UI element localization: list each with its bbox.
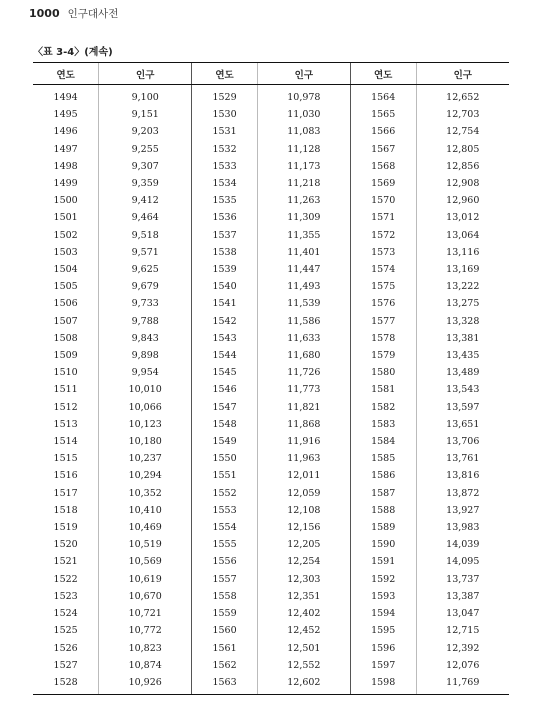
cell-year: 1544 — [192, 347, 258, 364]
cell-year: 1556 — [192, 553, 258, 570]
cell-population: 9,100 — [99, 85, 192, 107]
cell-population: 10,180 — [99, 433, 192, 450]
cell-population: 11,309 — [257, 209, 350, 226]
cell-population: 11,447 — [257, 261, 350, 278]
cell-population: 12,652 — [416, 85, 509, 107]
cell-year: 1571 — [350, 209, 416, 226]
population-table-container — [33, 62, 509, 695]
cell-year: 1595 — [350, 622, 416, 639]
cell-population: 11,128 — [257, 141, 350, 158]
cell-population: 12,908 — [416, 175, 509, 192]
cell-year: 1586 — [350, 467, 416, 484]
cell-year: 1509 — [53, 350, 78, 362]
cell-population: 12,254 — [257, 553, 350, 570]
cell-population: 10,670 — [99, 588, 192, 605]
cell-population: 13,816 — [416, 467, 509, 484]
cell-year: 1525 — [53, 625, 78, 637]
cell-population: 11,633 — [257, 330, 350, 347]
cell-year: 1523 — [53, 590, 78, 602]
cell-population: 12,011 — [257, 467, 350, 484]
cell-year: 1582 — [350, 399, 416, 416]
cell-year: 1555 — [192, 536, 258, 553]
cell-population: 12,452 — [257, 622, 350, 639]
table-row — [33, 227, 509, 244]
cell-population: 13,435 — [416, 347, 509, 364]
cell-year: 1580 — [350, 364, 416, 381]
cell-population: 11,401 — [257, 244, 350, 261]
cell-population: 13,116 — [416, 244, 509, 261]
cell-population: 10,010 — [99, 381, 192, 398]
cell-population: 13,872 — [416, 485, 509, 502]
cell-year: 1514 — [53, 436, 78, 448]
cell-year: 1597 — [350, 657, 416, 674]
cell-year: 1513 — [53, 418, 78, 430]
cell-year: 1524 — [53, 608, 78, 620]
cell-year: 1566 — [350, 123, 416, 140]
cell-year: 1590 — [350, 536, 416, 553]
cell-year: 1585 — [350, 450, 416, 467]
cell-population: 10,469 — [99, 519, 192, 536]
cell-year: 1558 — [192, 588, 258, 605]
cell-population: 13,328 — [416, 313, 509, 330]
cell-population: 10,519 — [99, 536, 192, 553]
cell-population: 9,733 — [99, 295, 192, 312]
cell-population: 12,205 — [257, 536, 350, 553]
column-header-year-2: 연도 — [192, 63, 258, 85]
page-header — [29, 6, 118, 22]
table-row — [33, 244, 509, 261]
cell-year: 1546 — [192, 381, 258, 398]
cell-year: 1598 — [350, 674, 416, 694]
cell-year: 1533 — [192, 158, 258, 175]
cell-year: 1522 — [53, 573, 78, 585]
cell-year: 1503 — [53, 246, 78, 258]
cell-population: 12,501 — [257, 640, 350, 657]
cell-population: 12,805 — [416, 141, 509, 158]
cell-year: 1596 — [350, 640, 416, 657]
cell-population: 13,651 — [416, 416, 509, 433]
table-row — [33, 141, 509, 158]
cell-population: 13,489 — [416, 364, 509, 381]
cell-year: 1559 — [192, 605, 258, 622]
cell-population: 13,737 — [416, 571, 509, 588]
cell-year: 1534 — [192, 175, 258, 192]
cell-population: 13,543 — [416, 381, 509, 398]
cell-population: 9,307 — [99, 158, 192, 175]
cell-population: 13,927 — [416, 502, 509, 519]
cell-year: 1572 — [350, 227, 416, 244]
table-row — [33, 85, 509, 107]
cell-year: 1511 — [53, 384, 78, 396]
cell-population: 9,625 — [99, 261, 192, 278]
table-row — [33, 588, 509, 605]
cell-year: 1569 — [350, 175, 416, 192]
cell-year: 1578 — [350, 330, 416, 347]
cell-population: 12,156 — [257, 519, 350, 536]
page-number: 1000 — [29, 7, 60, 20]
cell-year: 1505 — [53, 281, 78, 293]
cell-year: 1512 — [53, 401, 78, 413]
table-row — [33, 347, 509, 364]
cell-year: 1529 — [192, 85, 258, 107]
cell-population: 10,237 — [99, 450, 192, 467]
table-row — [33, 485, 509, 502]
cell-population: 9,788 — [99, 313, 192, 330]
cell-year: 1520 — [53, 539, 78, 551]
table-row — [33, 192, 509, 209]
cell-population: 10,410 — [99, 502, 192, 519]
cell-population: 11,030 — [257, 106, 350, 123]
cell-year: 1508 — [53, 332, 78, 344]
cell-population: 10,978 — [257, 85, 350, 107]
table-row — [33, 433, 509, 450]
table-row — [33, 450, 509, 467]
cell-year: 1593 — [350, 588, 416, 605]
cell-year: 1567 — [350, 141, 416, 158]
cell-year: 1504 — [53, 264, 78, 276]
cell-population: 11,769 — [416, 674, 509, 694]
table-caption: 〈표 3-4〉(계속) — [33, 47, 113, 58]
cell-year: 1497 — [53, 143, 78, 155]
cell-year: 1543 — [192, 330, 258, 347]
cell-population: 13,064 — [416, 227, 509, 244]
table-row — [33, 209, 509, 226]
cell-year: 1545 — [192, 364, 258, 381]
cell-year: 1570 — [350, 192, 416, 209]
cell-year: 1518 — [53, 504, 78, 516]
cell-year: 1527 — [53, 659, 78, 671]
cell-population: 10,294 — [99, 467, 192, 484]
cell-population: 12,552 — [257, 657, 350, 674]
cell-year: 1540 — [192, 278, 258, 295]
table-row — [33, 502, 509, 519]
cell-population: 11,963 — [257, 450, 350, 467]
cell-population: 13,387 — [416, 588, 509, 605]
cell-population: 11,868 — [257, 416, 350, 433]
cell-year: 1547 — [192, 399, 258, 416]
cell-year: 1515 — [53, 453, 78, 465]
cell-year: 1592 — [350, 571, 416, 588]
cell-population: 13,381 — [416, 330, 509, 347]
cell-population: 11,539 — [257, 295, 350, 312]
cell-population: 10,066 — [99, 399, 192, 416]
cell-year: 1500 — [53, 195, 78, 207]
cell-population: 12,392 — [416, 640, 509, 657]
cell-year: 1577 — [350, 313, 416, 330]
cell-population: 9,359 — [99, 175, 192, 192]
cell-population: 11,173 — [257, 158, 350, 175]
cell-year: 1517 — [53, 487, 78, 499]
cell-year: 1588 — [350, 502, 416, 519]
cell-year: 1583 — [350, 416, 416, 433]
cell-population: 12,076 — [416, 657, 509, 674]
column-header-population-3: 인구 — [416, 63, 509, 85]
cell-year: 1576 — [350, 295, 416, 312]
cell-year: 1532 — [192, 141, 258, 158]
cell-population: 9,843 — [99, 330, 192, 347]
cell-year: 1528 — [53, 676, 78, 688]
cell-population: 11,821 — [257, 399, 350, 416]
table-row — [33, 640, 509, 657]
cell-population: 10,874 — [99, 657, 192, 674]
cell-population: 10,926 — [99, 674, 192, 694]
cell-year: 1516 — [53, 470, 78, 482]
cell-year: 1530 — [192, 106, 258, 123]
cell-population: 11,916 — [257, 433, 350, 450]
cell-population: 9,151 — [99, 106, 192, 123]
cell-year: 1519 — [53, 522, 78, 534]
cell-year: 1541 — [192, 295, 258, 312]
cell-population: 12,602 — [257, 674, 350, 694]
cell-population: 9,954 — [99, 364, 192, 381]
cell-year: 1495 — [53, 109, 78, 121]
table-row — [33, 106, 509, 123]
cell-population: 13,169 — [416, 261, 509, 278]
table-row — [33, 261, 509, 278]
table-row — [33, 657, 509, 674]
cell-year: 1548 — [192, 416, 258, 433]
cell-year: 1557 — [192, 571, 258, 588]
cell-population: 12,703 — [416, 106, 509, 123]
cell-population: 12,351 — [257, 588, 350, 605]
cell-year: 1535 — [192, 192, 258, 209]
cell-year: 1553 — [192, 502, 258, 519]
cell-population: 10,721 — [99, 605, 192, 622]
table-row — [33, 467, 509, 484]
table-row — [33, 278, 509, 295]
cell-year: 1539 — [192, 261, 258, 278]
cell-population: 9,255 — [99, 141, 192, 158]
cell-year: 1594 — [350, 605, 416, 622]
table-row — [33, 553, 509, 570]
cell-population: 12,108 — [257, 502, 350, 519]
cell-population: 11,773 — [257, 381, 350, 398]
cell-year: 1542 — [192, 313, 258, 330]
table-row — [33, 313, 509, 330]
cell-year: 1501 — [53, 212, 78, 224]
cell-population: 11,083 — [257, 123, 350, 140]
cell-year: 1531 — [192, 123, 258, 140]
table-row — [33, 519, 509, 536]
cell-population: 10,352 — [99, 485, 192, 502]
table-row — [33, 622, 509, 639]
cell-population: 11,680 — [257, 347, 350, 364]
cell-year: 1502 — [53, 229, 78, 241]
cell-year: 1568 — [350, 158, 416, 175]
column-header-population-2: 인구 — [257, 63, 350, 85]
table-row — [33, 330, 509, 347]
cell-year: 1526 — [53, 642, 78, 654]
cell-population: 14,095 — [416, 553, 509, 570]
cell-year: 1575 — [350, 278, 416, 295]
cell-year: 1587 — [350, 485, 416, 502]
table-row — [33, 381, 509, 398]
cell-population: 12,754 — [416, 123, 509, 140]
cell-population: 13,222 — [416, 278, 509, 295]
cell-year: 1562 — [192, 657, 258, 674]
table-row — [33, 123, 509, 140]
table-row — [33, 674, 509, 694]
cell-year: 1584 — [350, 433, 416, 450]
table-row — [33, 416, 509, 433]
cell-population: 11,586 — [257, 313, 350, 330]
cell-year: 1552 — [192, 485, 258, 502]
cell-population: 9,412 — [99, 192, 192, 209]
cell-year: 1510 — [53, 367, 78, 379]
cell-year: 1554 — [192, 519, 258, 536]
table-row — [33, 295, 509, 312]
cell-year: 1549 — [192, 433, 258, 450]
cell-year: 1581 — [350, 381, 416, 398]
cell-population: 9,898 — [99, 347, 192, 364]
cell-population: 12,059 — [257, 485, 350, 502]
cell-population: 11,726 — [257, 364, 350, 381]
cell-year: 1561 — [192, 640, 258, 657]
cell-year: 1521 — [53, 556, 78, 568]
table-row — [33, 175, 509, 192]
cell-population: 13,012 — [416, 209, 509, 226]
column-header-population-1: 인구 — [99, 63, 192, 85]
table-row — [33, 605, 509, 622]
cell-population: 9,518 — [99, 227, 192, 244]
cell-year: 1496 — [53, 126, 78, 138]
table-row — [33, 399, 509, 416]
cell-year: 1564 — [350, 85, 416, 107]
cell-year: 1560 — [192, 622, 258, 639]
cell-population: 10,619 — [99, 571, 192, 588]
cell-population: 9,571 — [99, 244, 192, 261]
cell-year: 1538 — [192, 244, 258, 261]
cell-population: 12,303 — [257, 571, 350, 588]
table-header-row — [33, 63, 509, 85]
column-header-year-1: 연도 — [33, 63, 99, 85]
cell-population: 14,039 — [416, 536, 509, 553]
cell-population: 9,679 — [99, 278, 192, 295]
cell-year: 1563 — [192, 674, 258, 694]
cell-population: 13,706 — [416, 433, 509, 450]
cell-year: 1507 — [53, 315, 78, 327]
cell-year: 1591 — [350, 553, 416, 570]
cell-year: 1536 — [192, 209, 258, 226]
cell-population: 12,856 — [416, 158, 509, 175]
cell-population: 9,203 — [99, 123, 192, 140]
cell-year: 1494 — [53, 92, 78, 103]
cell-population: 12,960 — [416, 192, 509, 209]
cell-year: 1579 — [350, 347, 416, 364]
cell-population: 11,355 — [257, 227, 350, 244]
book-title: 인구대사전 — [67, 8, 119, 20]
cell-population: 13,275 — [416, 295, 509, 312]
cell-population: 9,464 — [99, 209, 192, 226]
cell-population: 10,823 — [99, 640, 192, 657]
cell-population: 12,402 — [257, 605, 350, 622]
cell-year: 1550 — [192, 450, 258, 467]
cell-population: 13,761 — [416, 450, 509, 467]
cell-year: 1537 — [192, 227, 258, 244]
cell-year: 1589 — [350, 519, 416, 536]
table-row — [33, 158, 509, 175]
table-row — [33, 536, 509, 553]
cell-year: 1565 — [350, 106, 416, 123]
cell-population: 11,493 — [257, 278, 350, 295]
cell-population: 13,597 — [416, 399, 509, 416]
cell-population: 10,569 — [99, 553, 192, 570]
table-row — [33, 364, 509, 381]
cell-year: 1551 — [192, 467, 258, 484]
table-body — [33, 85, 509, 695]
cell-population: 11,263 — [257, 192, 350, 209]
cell-population: 11,218 — [257, 175, 350, 192]
cell-population: 10,772 — [99, 622, 192, 639]
cell-population: 10,123 — [99, 416, 192, 433]
cell-year: 1573 — [350, 244, 416, 261]
cell-population: 12,715 — [416, 622, 509, 639]
cell-year: 1574 — [350, 261, 416, 278]
cell-year: 1499 — [53, 178, 78, 190]
cell-population: 13,983 — [416, 519, 509, 536]
table-row — [33, 571, 509, 588]
column-header-year-3: 연도 — [350, 63, 416, 85]
population-table — [33, 63, 509, 694]
cell-population: 13,047 — [416, 605, 509, 622]
cell-year: 1506 — [53, 298, 78, 310]
cell-year: 1498 — [53, 160, 78, 172]
